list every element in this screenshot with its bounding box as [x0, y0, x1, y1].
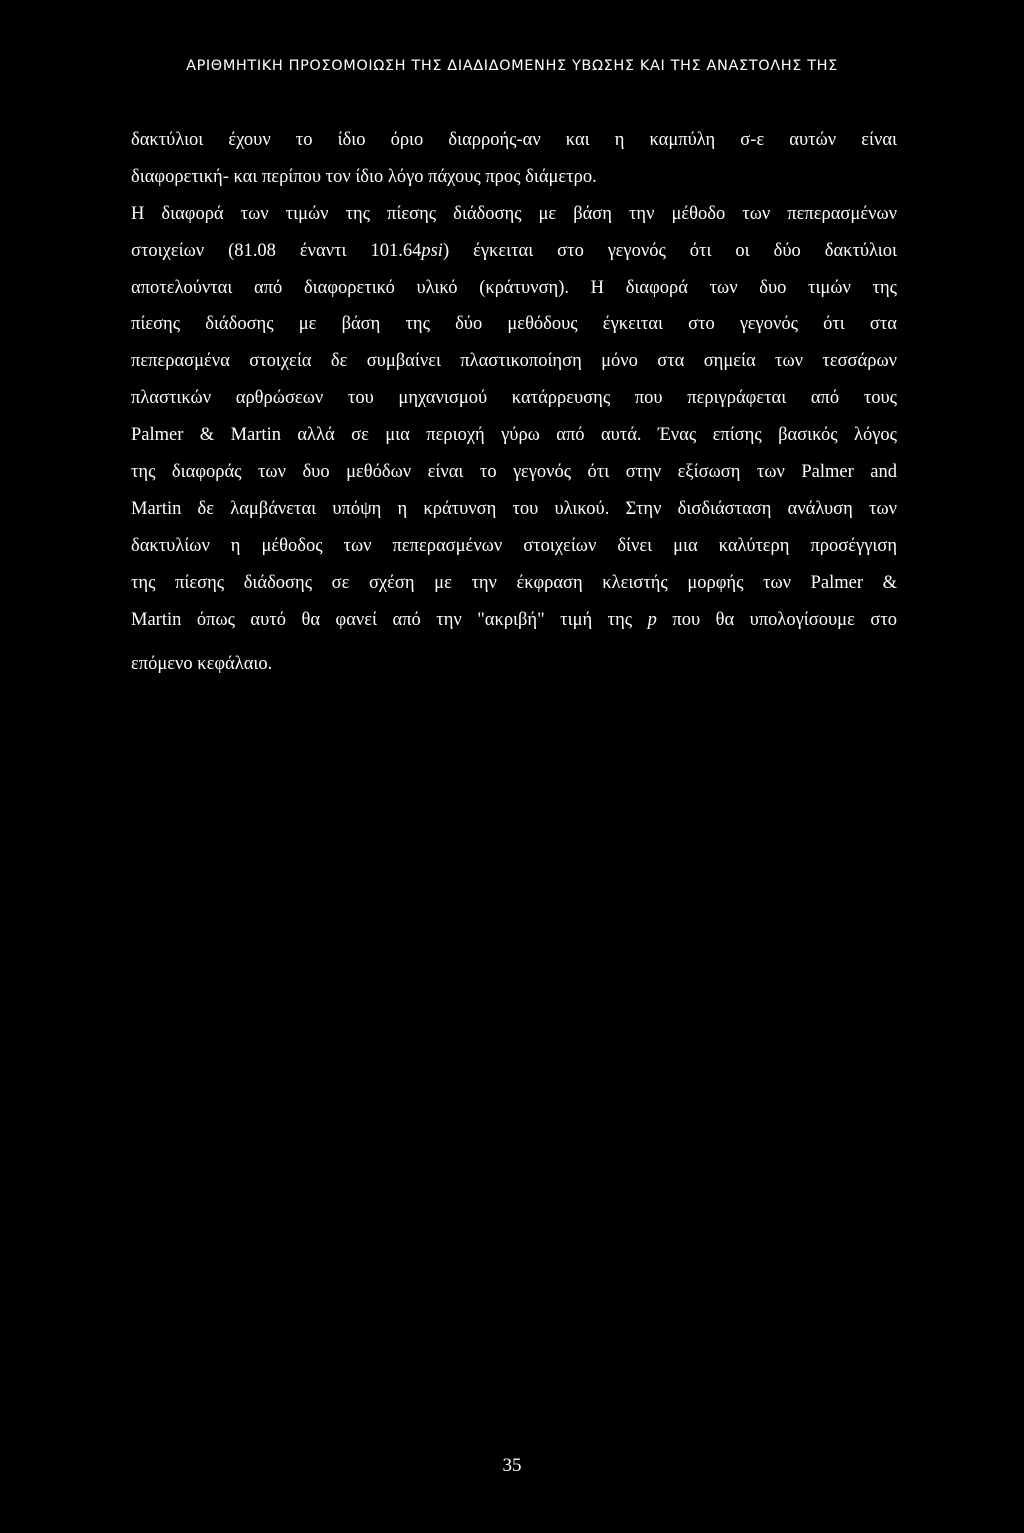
text-line: δακτύλιοι έχουν το ίδιο όριο διαρροής-αν και η καμπύλη σ-ε αυτών είναι [131, 130, 897, 150]
text-line [131, 233, 897, 270]
text-segment: Martin όπως αυτό θα φανεί από την "ακριβή" τιμή της [131, 609, 633, 630]
text-line: αποτελούνται από διαφορετικό υλικό (κράτυνση). Η διαφορά των δυο τιμών της [131, 277, 897, 298]
text-line [131, 602, 897, 639]
text-segment: ) έγκειται στο γεγονός ότι οι δύο δακτύλιοι [442, 240, 898, 261]
text-line: Palmer & Martin αλλά σε μια περιοχή γύρω από αυτά. Ένας επίσης βασικός λόγος [131, 425, 897, 446]
running-header: ΑΡΙΘΜΗΤΙΚΗ ΠΡΟΣΟΜΟΙΩΣΗ ΤΗΣ ΔΙΑΔΙΔΟΜΕΝΗΣ ΥΒΩΣΗΣ ΚΑΙ ΤΗΣ ΑΝΑΣΤΟΛΗΣ ΤΗΣ [186, 58, 838, 74]
text-line: της πίεσης διάδοσης σε σχέση με την έκφραση κλειστής μορφής των Palmer & [131, 572, 897, 593]
text-segment: στοιχείων (81.08 έναντι 101.64 [131, 240, 422, 261]
text-line: διαφορετική- και περίπου τον ίδιο λόγο πάχους προς διάμετρο. [131, 166, 597, 187]
text-segment: που θα υπολογίσουμε στο [672, 609, 898, 630]
body-paragraph [131, 122, 897, 683]
math-symbol: p [647, 609, 657, 630]
text-line: Η διαφορά των τιμών της πίεσης διάδοσης με βάση την μέθοδο των πεπερασμένων [131, 203, 897, 224]
text-line: δακτυλίων η μέθοδος των πεπερασμένων στοιχείων δίνει μια καλύτερη προσέγγιση [131, 535, 897, 556]
page-number: 35 [502, 1455, 522, 1476]
text-line: Martin δε λαμβάνεται υπόψη η κράτυνση του υλικού. Στην δισδιάσταση ανάλυση των [131, 498, 897, 519]
text-line: της διαφοράς των δυο μεθόδων είναι το γεγονός ότι στην εξίσωση των Palmer and [131, 462, 897, 483]
text-line: πλαστικών αρθρώσεων του μηχανισμού κατάρρευσης που περιγράφεται από τους [131, 388, 897, 409]
unit-symbol: psi [421, 240, 443, 261]
text-line: πεπερασμένα στοιχεία δε συμβαίνει πλαστικοποίηση μόνο στα σημεία των τεσσάρων [131, 351, 897, 372]
text-line: επόμενο κεφάλαιο. [131, 654, 273, 675]
text-line: πίεσης διάδοσης με βάση της δύο μεθόδους έγκειται στο γεγονός ότι στα [131, 314, 897, 335]
